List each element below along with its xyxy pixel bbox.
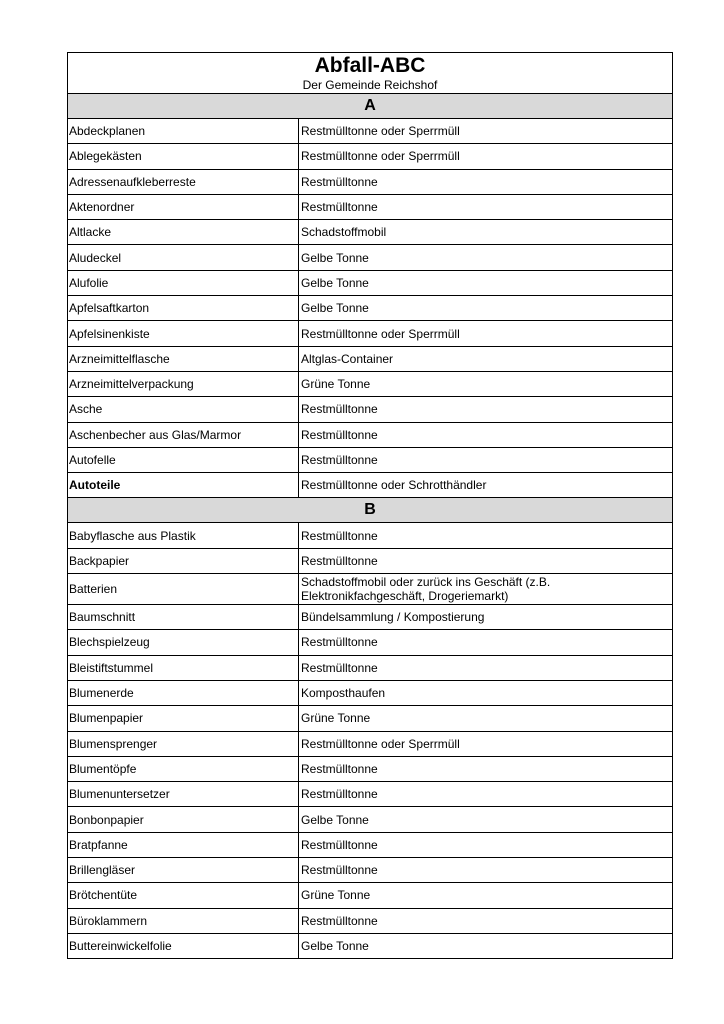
table-row xyxy=(68,397,672,422)
item-name-cell: Bratpfanne xyxy=(68,833,299,857)
disposal-method-cell: Komposthaufen xyxy=(301,686,386,701)
waste-abc-table xyxy=(67,52,673,959)
item-name-cell: Büroklammern xyxy=(68,909,299,933)
item-name-cell: Buttereinwickelfolie xyxy=(68,934,299,958)
disposal-method-cell: Gelbe Tonne xyxy=(301,275,369,290)
disposal-method-cell: Schadstoffmobil oder zurück ins Geschäft (z.B. Elektronikfachgeschäft, Drogeriemarkt) xyxy=(301,575,551,604)
section-header-a: A xyxy=(68,94,672,119)
disposal-method-cell: Restmülltonne xyxy=(301,863,378,878)
document-subtitle: Der Gemeinde Reichshof xyxy=(302,78,438,92)
table-row xyxy=(68,934,672,958)
item-name-cell: Brötchentüte xyxy=(68,883,299,907)
table-row xyxy=(68,574,672,605)
disposal-method-cell: Grüne Tonne xyxy=(301,711,371,726)
disposal-method-cell: Restmülltonne xyxy=(301,660,378,675)
disposal-method-cell: Restmülltonne oder Sperrmüll xyxy=(301,124,460,139)
table-row xyxy=(68,807,672,832)
item-name-cell: Bleistiftstummel xyxy=(68,656,299,680)
item-name-cell: Aschenbecher aus Glas/Marmor xyxy=(68,423,299,447)
item-name-cell: Asche xyxy=(68,397,299,421)
table-row xyxy=(68,144,672,169)
table-row xyxy=(68,473,672,498)
table-row xyxy=(68,732,672,757)
table-row xyxy=(68,523,672,548)
item-name-cell: Autofelle xyxy=(68,448,299,472)
item-name-cell: Abdeckplanen xyxy=(68,119,299,143)
item-name-cell: Adressenaufkleberreste xyxy=(68,170,299,194)
item-name-cell: Babyflasche aus Plastik xyxy=(68,523,299,547)
item-name-cell: Altlacke xyxy=(68,220,299,244)
table-row xyxy=(68,245,672,270)
item-name-cell: Arzneimittelflasche xyxy=(68,347,299,371)
disposal-method-cell: Restmülltonne xyxy=(301,200,378,215)
disposal-method-cell: Restmülltonne xyxy=(301,913,378,928)
table-row xyxy=(68,681,672,706)
disposal-method-cell: Restmülltonne oder Schrotthändler xyxy=(301,478,487,493)
table-row xyxy=(68,706,672,731)
table-row xyxy=(68,170,672,195)
disposal-method-cell: Restmülltonne xyxy=(301,761,378,776)
document-title: Abfall-ABC xyxy=(314,54,426,77)
item-name-cell: Aktenordner xyxy=(68,195,299,219)
disposal-method-cell: Gelbe Tonne xyxy=(301,250,369,265)
table-row xyxy=(68,271,672,296)
disposal-method-cell: Restmülltonne xyxy=(301,837,378,852)
disposal-method-cell: Restmülltonne xyxy=(301,453,378,467)
table-row xyxy=(68,347,672,372)
table-row xyxy=(68,220,672,245)
item-name-cell: Arzneimittelverpackung xyxy=(68,372,299,396)
disposal-method-cell: Restmülltonne xyxy=(301,787,378,802)
table-row xyxy=(68,757,672,782)
item-name-cell: Blumenpapier xyxy=(68,706,299,730)
table-row xyxy=(68,549,672,574)
item-name-cell: Alufolie xyxy=(68,271,299,295)
disposal-method-cell: Altglas-Container xyxy=(301,351,394,366)
table-row xyxy=(68,423,672,448)
disposal-method-cell: Gelbe Tonne xyxy=(301,301,369,316)
table-row xyxy=(68,782,672,807)
disposal-method-cell: Restmülltonne oder Sperrmüll xyxy=(301,149,460,164)
disposal-method-cell: Gelbe Tonne xyxy=(301,812,369,827)
section-header-b: B xyxy=(68,498,672,523)
table-row xyxy=(68,321,672,346)
disposal-method-cell: Bündelsammlung / Kompostierung xyxy=(301,610,485,625)
table-row xyxy=(68,448,672,473)
disposal-method-cell: Restmülltonne xyxy=(301,553,378,568)
title-block xyxy=(68,53,672,94)
item-name-cell: Batterien xyxy=(68,574,299,604)
disposal-method-cell: Restmülltonne xyxy=(301,427,378,442)
table-row xyxy=(68,883,672,908)
item-name-cell: Blumentöpfe xyxy=(68,757,299,781)
table-row xyxy=(68,372,672,397)
table-row xyxy=(68,605,672,630)
item-name-cell: Blumensprenger xyxy=(68,732,299,756)
disposal-method-cell: Restmülltonne xyxy=(301,174,378,189)
item-name-cell: Autoteile xyxy=(68,473,299,497)
item-name-cell: Bonbonpapier xyxy=(68,807,299,831)
item-name-cell: Brillengläser xyxy=(68,858,299,882)
disposal-method-cell: Grüne Tonne xyxy=(301,377,371,392)
disposal-method-cell: Restmülltonne xyxy=(301,635,378,650)
disposal-method-cell: Grüne Tonne xyxy=(301,888,371,903)
table-row xyxy=(68,858,672,883)
item-name-cell: Backpapier xyxy=(68,549,299,573)
item-name-cell: Blechspielzeug xyxy=(68,630,299,654)
table-row xyxy=(68,909,672,934)
table-row xyxy=(68,656,672,681)
item-name-cell: Blumenuntersetzer xyxy=(68,782,299,806)
table-row xyxy=(68,119,672,144)
item-name-cell: Ablegekästen xyxy=(68,144,299,168)
disposal-method-cell: Restmülltonne oder Sperrmüll xyxy=(301,736,460,751)
disposal-method-cell: Gelbe Tonne xyxy=(301,939,369,954)
item-name-cell: Baumschnitt xyxy=(68,605,299,629)
item-name-cell: Apfelsinenkiste xyxy=(68,321,299,345)
disposal-method-cell: Restmülltonne xyxy=(301,402,378,417)
table-body xyxy=(68,94,672,958)
table-row xyxy=(68,195,672,220)
item-name-cell: Aludeckel xyxy=(68,245,299,269)
disposal-method-cell: Schadstoffmobil xyxy=(301,225,387,240)
disposal-method-cell: Restmülltonne oder Sperrmüll xyxy=(301,326,460,341)
table-row xyxy=(68,296,672,321)
item-name-cell: Apfelsaftkarton xyxy=(68,296,299,320)
item-name-cell: Blumenerde xyxy=(68,681,299,705)
disposal-method-cell: Restmülltonne xyxy=(301,528,378,543)
table-row xyxy=(68,630,672,655)
table-row xyxy=(68,833,672,858)
